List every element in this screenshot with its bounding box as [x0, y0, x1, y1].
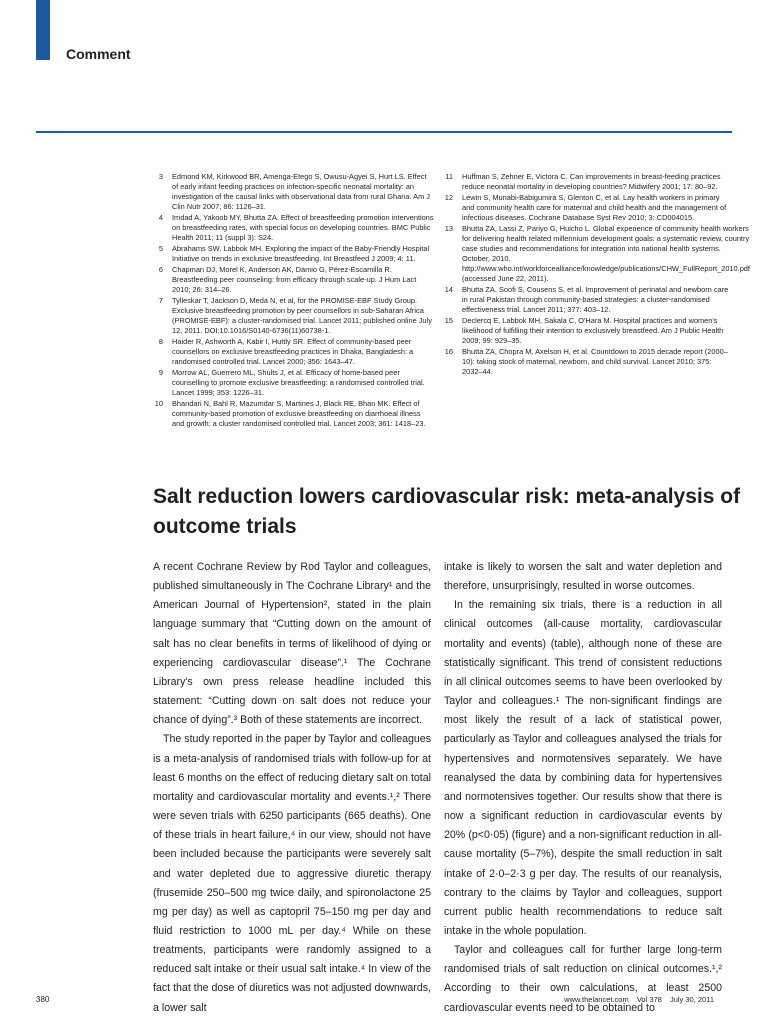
- reference-item: [440, 224, 750, 284]
- reference-number: 6: [158, 265, 163, 274]
- reference-item: [150, 399, 434, 429]
- article-title: Salt reduction lowers cardiovascular risk: meta-analysis of outcome trials: [153, 485, 741, 538]
- reference-text: Chapman DJ, Morel K, Anderson AK, Damio G, Pérez-Escamilla R. Breastfeeding peer counseling: from efficacy through scale-up. J Hum Lact 2010; 26: 314–26.: [172, 265, 417, 294]
- reference-item: [150, 368, 434, 398]
- reference-number: 5: [158, 244, 163, 253]
- reference-item: [440, 193, 732, 223]
- reference-item: [150, 337, 434, 367]
- reference-item: [150, 244, 434, 264]
- footer-info: [558, 995, 714, 1004]
- reference-text: Edmond KM, Kirkwood BR, Amenga-Etego S, Owusu-Agyei S, Hurt LS. Effect of early infant feeding practices on infection-specific neonatal mortality: an investigation of the causal links with observational data from rural Ghana. Am J Clin Nutr 2007; 86: 1126–31.: [172, 172, 430, 211]
- reference-number: 12: [444, 193, 453, 202]
- reference-number: 7: [158, 296, 163, 305]
- article-column-right: [444, 558, 722, 1018]
- reference-number: 14: [444, 285, 453, 294]
- reference-text: Morrow AL, Guerrero ML, Shults J, et al. Efficacy of home-based peer counselling to promote exclusive breastfeeding: a randomised controlled trial. Lancet 1999; 353: 1226–31.: [172, 368, 425, 397]
- reference-number: 8: [158, 337, 163, 346]
- page-number: 380: [36, 995, 50, 1004]
- section-accent-bar: [36, 0, 50, 60]
- paragraph: intake is likely to worsen the salt and water depletion and therefore, unsurprisingly, resulted in worse outcomes.: [444, 561, 722, 593]
- paragraph: In the remaining six trials, there is a reduction in all clinical outcomes (all-cause mortality, cardiovascular mortality and events) (table), although none of these are statistically significant. This trend of consistent reductions in all clinical outcomes seems to have been overlooked by Taylor and colleagues.¹ The non-significant findings are most likely the result of a lack of statistical power, particularly as Taylor and colleagues analysed the trials for hypertensives and normotensives separately. We have reanalysed the data by combining data for hypertensives and normotensives together. Our results show that there is now a significant reduction in cardiovascular events by 20% (p<0·05) (figure) and a non-significant reduction in all-cause mortality (5–7%), despite the small reduction in salt intake of 2·0–2·3 g per day. The results of our reanalysis, contrary to the claims by Taylor and colleagues, support current public health recommendations to reduce salt intake in the whole population.: [444, 599, 722, 937]
- reference-text: Bhutta ZA, Chopra M, Axelson H, et al. Countdown to 2015 decade report (2000–10): taking stock of maternal, newborn, and child survival. Lancet 2010; 375: 2032–44.: [462, 347, 728, 376]
- reference-text: Bhutta ZA, Soofi S, Cousens S, et al. Improvement of perinatal and newborn care in rural Pakistan through community-based strategies: a cluster-randomised effectiveness trial. Lancet 2011; 377: 403–12.: [462, 285, 729, 314]
- reference-number: 3: [158, 172, 163, 181]
- reference-number: 9: [158, 368, 163, 377]
- reference-text: Imdad A, Yakoob MY, Bhutta ZA. Effect of breastfeeding promotion interventions on breastfeeding rates, with special focus on developing countries. BMC Public Health 2011; 11 (suppl 3): S24.: [172, 213, 434, 242]
- reference-text: Abrahams SW, Labbok MH. Exploring the impact of the Baby-Friendly Hospital Initiative on trends in exclusive breastfeeding. Int Breastfeed J 2009; 4: 11.: [172, 244, 430, 263]
- reference-text: Bhandari N, Bahl R, Mazumdar S, Martines J, Black RE, Bhan MK. Effect of community-based promotion of exclusive breastfeeding on diarrhoeal illness and growth: a cluster randomised controlled trial. Lancet 2003; 361: 1418–23.: [172, 399, 426, 428]
- reference-number: 16: [444, 347, 453, 356]
- paragraph: A recent Cochrane Review by Rod Taylor and colleagues, published simultaneously in The Cochrane Library¹ and the American Journal of Hypertension², stated in the plain language summary that “Cutting down on the amount of salt has no clear benefits in terms of likelihood of dying or experiencing cardiovascular disease”.¹ The Cochrane Library's own press release headline included this statement: “Cutting down on salt does not reduce your chance of dying”.³ Both of these statements are incorrect.: [153, 561, 431, 727]
- references-right-column: [440, 172, 750, 378]
- reference-item: [150, 265, 434, 295]
- reference-item: [150, 296, 434, 336]
- reference-item: [150, 172, 434, 212]
- reference-number: 4: [158, 213, 163, 222]
- reference-item: [440, 285, 732, 315]
- header-rule: [36, 131, 732, 133]
- paragraph: Taylor and colleagues call for further large long-term randomised trials of salt reduction on clinical outcomes.¹,² According to their own calculations, at least 2500 cardiovascular events need to be obtained to: [444, 944, 722, 1014]
- reference-text: Bhutta ZA, Lassi Z, Pariyo G, Huicho L. Global experience of community health workers for delivering health related millennium development goals: a systematic review, country case studies and recommendations for integration into national health systems. October, 2010. http://www.who.int/workforcealliance/knowledge/publications/CHW_FullReport_2010.pdf (accessed June 22, 2011).: [462, 224, 750, 283]
- reference-item: [440, 172, 732, 192]
- issue-date: July 30, 2011: [669, 995, 714, 1004]
- references-left-column: [150, 172, 434, 430]
- journal-site-link[interactable]: www.thelancet.com: [564, 995, 629, 1004]
- reference-number: 11: [445, 172, 453, 181]
- reference-item: [440, 316, 732, 346]
- article-column-left: [153, 558, 431, 1018]
- volume-label: Vol 378: [636, 995, 662, 1004]
- reference-number: 13: [444, 224, 453, 233]
- reference-item: [440, 347, 732, 377]
- reference-number: 10: [154, 399, 163, 408]
- reference-item: [150, 213, 434, 243]
- reference-text: Tylleskar T, Jackson D, Meda N, et al, for the PROMISE-EBF Study Group. Exclusive breastfeeding promotion by peer counsellors in sub-Saharan Africa (PROMISE-EBF): a cluster-randomised trial. Lancet 2011; published online July 12, 2011. DOI:10.1016/S0140-6736(11)60738-1.: [172, 296, 432, 335]
- section-label: Comment: [66, 46, 131, 62]
- reference-text: Huffman S, Zehner E, Victora C. Can improvements in breast-feeding practices reduce neonatal mortality in developing countries? Midwifery 2001; 17: 80–92.: [462, 172, 721, 191]
- reference-text: Declercq E, Labbok MH, Sakala C, O'Hara M. Hospital practices and women's likelihood of fulfilling their intention to exclusively breastfeed. Am J Public Health 2009; 99: 929–35.: [462, 316, 724, 345]
- reference-number: 15: [444, 316, 453, 325]
- reference-text: Lewin S, Munabi-Babigumira S, Glenton C, et al. Lay health workers in primary and community health care for maternal and child health and the management of infectious diseases. Cochrane Database Syst Rev 2010; 3: CD004015.: [462, 193, 727, 222]
- reference-text: Haider R, Ashworth A, Kabir I, Huttly SR. Effect of community-based peer counsellors on exclusive breastfeeding practices in Dhaka, Bangladesh: a randomised controlled trial. Lancet 2000; 356: 1643–47.: [172, 337, 414, 366]
- paragraph: The study reported in the paper by Taylor and colleagues is a meta-analysis of randomised trials with follow-up for at least 6 months on the effect of reducing dietary salt on total mortality and cardiovascular mortality and events.¹,² There were seven trials with 6250 participants (665 deaths). One of these trials in heart failure,⁴ in our view, should not have been included because the participants were severely salt and water depleted due to aggressive diuretic therapy (frusemide 250–500 mg twice daily, and spironolactone 25 mg per day) as well as captopril 75–150 mg per day and fluid restriction to 1000 mL per day.⁴ While on these treatments, participants were randomly assigned to a reduced salt intake or their usual salt intake.⁴ In view of the fact that the dose of diuretics was not adjusted downwards, a lower salt: [153, 733, 431, 1014]
